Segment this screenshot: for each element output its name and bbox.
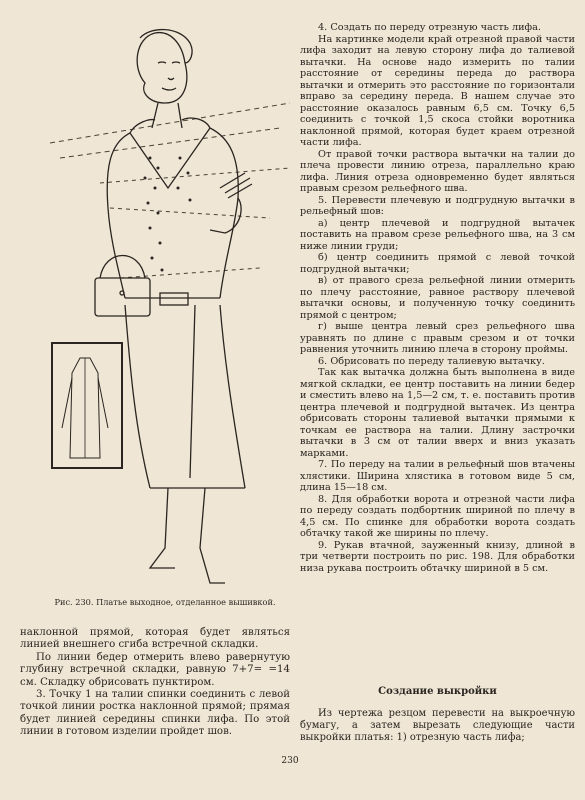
right-column-text: [300, 22, 575, 574]
paragraph: От правой точки раствора вытачки на талии до плеча провести линию отреза, параллельно краю лифа. Линия отреза одновременно будет являться правым срезом рельефного шва.: [300, 148, 575, 194]
legs: [150, 488, 225, 583]
paragraph: 6. Обрисовать по переду талиевую вытачку.: [318, 355, 545, 367]
section-heading: Создание выкройки: [378, 686, 497, 697]
paragraph: 5. Перевести плечевую и подгрудную вытачки в рельефный шов:: [300, 194, 575, 217]
figure-caption: Рис. 230. Платье выходное, отделанное вышивкой.: [54, 597, 276, 607]
paragraph: 9. Рукав втачной, зауженный книзу, длиной в три четверти построить по рис. 198. Для обработки низа рукава построить обтачку шириной в 5 см.: [300, 539, 575, 574]
paragraph: наклонной прямой, которая будет являться линией внешнего сгиба встречной складки.: [20, 627, 290, 651]
head: [137, 30, 192, 103]
paragraph: г) выше центра левый срез рельефного шва уравнять по длине с правым срезом и от точки равнения уточнить линию плеча в сторону проймы.: [300, 321, 575, 355]
skirt: [125, 305, 245, 488]
page-number: 230: [281, 756, 299, 766]
paragraph: На картинке модели край отрезной правой части лифа заходит на левую сторону лифа до талиевой вытачки. На основе надо измерить по талии расстояние от середины переда до раствора вытачки и отмерить это расстояние по горизонтали вправо за середину переда. В нашем случае это расстояние оказалось равным 6,5 см. Точку 6,5 соединить с точкой 1,5 скоса стойки воротника наклонной прямой, которая будет краем отрезной части лифа.: [300, 33, 575, 148]
paragraph: 3. Точку 1 на талии спинки соединить с левой точкой линии ростка наклонной прямой; прямая будет линией середины спинки лифа. По этой линии в готовом изделии пройдет шов.: [20, 689, 290, 738]
paragraph: в) от правого среза рельефной линии отмерить по плечу расстояние, равное раствору плечевой вытачки основы, и полученную точку соединить прямой с центром;: [300, 275, 575, 321]
paragraph: По линии бедер отмерить влево равернутую глубину встречной складки, равную 7+7= =14 см. Складку обрисовать пунктиром.: [20, 651, 290, 688]
bottom-right-text: [300, 708, 575, 745]
paragraph: 8. Для обработки ворота и отрезной части лифа по переду создать подбортник шириной по плечу в 4,5 см. По спинке для обработки ворота создать обтачку такой же ширины по плечу.: [300, 493, 575, 539]
paragraph: б) центр соединить прямой с левой точкой подгрудной вытачки;: [300, 252, 575, 275]
arm: [210, 173, 252, 233]
paragraph: 7. По переду на талии в рельефный шов втачены хлястики. Ширина хлястика в готовом виде 5 см, длина 15—18 см.: [300, 459, 575, 493]
construction-lines: [50, 103, 290, 278]
paragraph: 4. Создать по переду отрезную часть лифа.: [318, 22, 541, 33]
embroidery: [144, 157, 192, 272]
back-view-inset: [52, 343, 122, 468]
dress-illustration: [40, 8, 300, 593]
left-column-text: [20, 627, 290, 739]
paragraph: Так как вытачка должна быть выполнена в виде мягкой складки, ее центр поставить на линии бедер и сместить влево на 1,5—2 см, т. е. поставить против центра плечевой и подгрудной вытачек. Из центра обрисовать стороны талиевой вытачки прямыми к точкам ее раствора на талии. Длину застрочки вытачки в 3 см от талии вверх и вниз указать марками.: [300, 367, 575, 459]
paragraph: а) центр плечевой и подгрудной вытачек поставить на правом срезе рельефного шва, на 3 см ниже линии груди;: [300, 217, 575, 252]
paragraph: Из чертежа резцом перевести на выкроечную бумагу, а затем вырезать следующие части выкройки платья: 1) отрезную часть лифа;: [300, 708, 575, 744]
